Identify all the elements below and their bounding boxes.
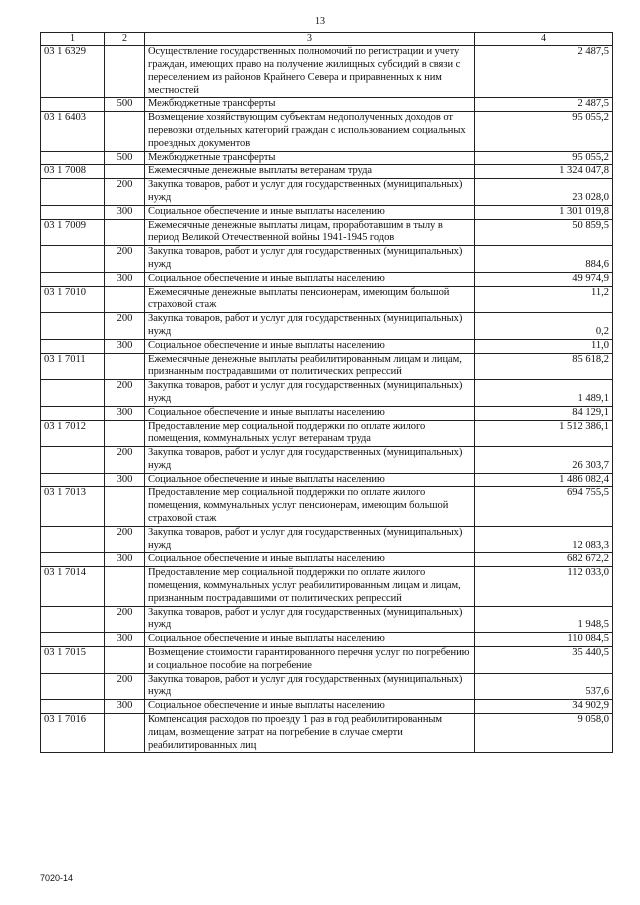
table-row-expense	[41, 272, 613, 286]
row-code	[41, 151, 105, 165]
row-name: Возмещение хозяйствующим субъектам недополученных доходов от перевозки отдельных категорий граждан с использованием социальных проездных документов	[145, 112, 475, 151]
row-name: Закупка товаров, работ и услуг для государственных (муниципальных) нужд	[145, 179, 475, 206]
row-name: Ежемесячные денежные выплаты ветеранам труда	[145, 165, 475, 179]
row-expense-type	[105, 420, 145, 447]
row-amount: 34 902,9	[475, 700, 613, 714]
table-row-expense	[41, 339, 613, 353]
row-expense-type	[105, 219, 145, 246]
row-code	[41, 526, 105, 553]
row-amount: 85 618,2	[475, 353, 613, 380]
row-amount: 1 324 047,8	[475, 165, 613, 179]
row-name: Закупка товаров, работ и услуг для государственных (муниципальных) нужд	[145, 246, 475, 273]
row-amount: 1 486 082,4	[475, 473, 613, 487]
row-amount: 50 859,5	[475, 219, 613, 246]
header-row	[41, 33, 613, 46]
row-amount: 112 033,0	[475, 567, 613, 606]
row-code: 03 1 7008	[41, 165, 105, 179]
row-expense-type: 300	[105, 272, 145, 286]
row-code	[41, 339, 105, 353]
row-amount: 1 512 386,1	[475, 420, 613, 447]
row-expense-type	[105, 165, 145, 179]
row-amount: 537,6	[475, 673, 613, 700]
row-expense-type	[105, 46, 145, 98]
table-row-expense	[41, 313, 613, 340]
table-row-expense	[41, 179, 613, 206]
table-row-expense	[41, 633, 613, 647]
row-name: Социальное обеспечение и иные выплаты населению	[145, 700, 475, 714]
footer-code: 7020-14	[40, 873, 74, 883]
table-row-expense	[41, 205, 613, 219]
row-name: Закупка товаров, работ и услуг для государственных (муниципальных) нужд	[145, 526, 475, 553]
table-row-expense	[41, 406, 613, 420]
row-name: Возмещение стоимости гарантированного перечня услуг по погребению и социальное пособие на погребение	[145, 647, 475, 674]
row-name: Компенсация расходов по проезду 1 раз в год реабилитированным лицам, возмещение затрат на погребение в случае смерти реабилитированных лиц	[145, 714, 475, 753]
table-row-expense	[41, 553, 613, 567]
row-name: Социальное обеспечение и иные выплаты населению	[145, 633, 475, 647]
row-amount: 11,2	[475, 286, 613, 313]
row-code: 03 1 7016	[41, 714, 105, 753]
row-amount: 35 440,5	[475, 647, 613, 674]
row-expense-type: 200	[105, 313, 145, 340]
row-code	[41, 447, 105, 474]
row-amount: 1 948,5	[475, 606, 613, 633]
row-name: Закупка товаров, работ и услуг для государственных (муниципальных) нужд	[145, 313, 475, 340]
table-row-expense	[41, 151, 613, 165]
row-code: 03 1 6403	[41, 112, 105, 151]
row-amount: 95 055,2	[475, 151, 613, 165]
row-name: Закупка товаров, работ и услуг для государственных (муниципальных) нужд	[145, 673, 475, 700]
row-code: 03 1 7015	[41, 647, 105, 674]
row-expense-type: 300	[105, 700, 145, 714]
row-name: Закупка товаров, работ и услуг для государственных (муниципальных) нужд	[145, 606, 475, 633]
header-col-1: 1	[41, 33, 105, 46]
row-name: Предоставление мер социальной поддержки по оплате жилого помещения, коммунальных услуг ветеранам труда	[145, 420, 475, 447]
row-code	[41, 553, 105, 567]
row-expense-type	[105, 714, 145, 753]
table-row-target	[41, 567, 613, 606]
row-amount: 884,6	[475, 246, 613, 273]
row-code	[41, 98, 105, 112]
row-expense-type: 500	[105, 98, 145, 112]
row-expense-type: 300	[105, 553, 145, 567]
row-code: 03 1 6329	[41, 46, 105, 98]
row-name: Закупка товаров, работ и услуг для государственных (муниципальных) нужд	[145, 447, 475, 474]
table-row-target	[41, 46, 613, 98]
row-name: Закупка товаров, работ и услуг для государственных (муниципальных) нужд	[145, 380, 475, 407]
row-code: 03 1 7014	[41, 567, 105, 606]
row-expense-type: 200	[105, 380, 145, 407]
table-row-expense	[41, 606, 613, 633]
row-code	[41, 673, 105, 700]
row-expense-type: 200	[105, 526, 145, 553]
row-amount: 23 028,0	[475, 179, 613, 206]
row-code	[41, 205, 105, 219]
row-code: 03 1 7012	[41, 420, 105, 447]
table-row-target	[41, 714, 613, 753]
row-expense-type: 300	[105, 473, 145, 487]
table-row-expense	[41, 473, 613, 487]
row-amount: 84 129,1	[475, 406, 613, 420]
row-expense-type	[105, 567, 145, 606]
row-amount: 110 084,5	[475, 633, 613, 647]
row-amount: 694 755,5	[475, 487, 613, 526]
row-amount: 26 303,7	[475, 447, 613, 474]
row-amount: 1 489,1	[475, 380, 613, 407]
row-amount: 49 974,9	[475, 272, 613, 286]
row-code	[41, 380, 105, 407]
row-name: Социальное обеспечение и иные выплаты населению	[145, 553, 475, 567]
row-code	[41, 700, 105, 714]
row-name: Ежемесячные денежные выплаты реабилитированным лицам и лицам, признанным пострадавшими от политических репрессий	[145, 353, 475, 380]
row-expense-type: 500	[105, 151, 145, 165]
row-name: Ежемесячные денежные выплаты пенсионерам, имеющим большой страховой стаж	[145, 286, 475, 313]
row-amount: 1 301 019,8	[475, 205, 613, 219]
row-name: Межбюджетные трансферты	[145, 151, 475, 165]
row-expense-type: 300	[105, 406, 145, 420]
row-expense-type: 300	[105, 205, 145, 219]
table-row-target	[41, 165, 613, 179]
row-name: Социальное обеспечение и иные выплаты населению	[145, 272, 475, 286]
row-expense-type	[105, 353, 145, 380]
row-expense-type: 300	[105, 633, 145, 647]
row-expense-type: 200	[105, 246, 145, 273]
row-amount: 9 058,0	[475, 714, 613, 753]
row-amount: 0,2	[475, 313, 613, 340]
row-expense-type: 200	[105, 606, 145, 633]
budget-table	[40, 32, 613, 753]
table-row-expense	[41, 700, 613, 714]
table-row-target	[41, 420, 613, 447]
row-name: Осуществление государственных полномочий по регистрации и учету граждан, имеющих право на получение жилищных субсидий в связи с переселением из районов Крайнего Севера и приравненных к ним местностей	[145, 46, 475, 98]
row-expense-type	[105, 286, 145, 313]
table-row-target	[41, 286, 613, 313]
row-expense-type: 200	[105, 447, 145, 474]
row-amount: 12 083,3	[475, 526, 613, 553]
row-amount: 2 487,5	[475, 98, 613, 112]
header-col-4: 4	[475, 33, 613, 46]
row-name: Ежемесячные денежные выплаты лицам, проработавшим в тылу в период Великой Отечественной войны 1941-1945 годов	[145, 219, 475, 246]
row-expense-type	[105, 487, 145, 526]
row-code	[41, 406, 105, 420]
row-amount: 2 487,5	[475, 46, 613, 98]
table-row-expense	[41, 380, 613, 407]
row-amount: 682 672,2	[475, 553, 613, 567]
row-name: Социальное обеспечение и иные выплаты населению	[145, 473, 475, 487]
row-amount: 95 055,2	[475, 112, 613, 151]
table-row-expense	[41, 98, 613, 112]
table-row-expense	[41, 526, 613, 553]
row-expense-type: 200	[105, 179, 145, 206]
row-code: 03 1 7013	[41, 487, 105, 526]
header-col-3: 3	[145, 33, 475, 46]
row-name: Социальное обеспечение и иные выплаты населению	[145, 406, 475, 420]
row-expense-type	[105, 647, 145, 674]
table-row-target	[41, 219, 613, 246]
row-name: Социальное обеспечение и иные выплаты населению	[145, 205, 475, 219]
row-expense-type: 300	[105, 339, 145, 353]
row-code: 03 1 7011	[41, 353, 105, 380]
row-expense-type: 200	[105, 673, 145, 700]
row-code	[41, 606, 105, 633]
table-row-target	[41, 112, 613, 151]
row-code	[41, 179, 105, 206]
row-name: Социальное обеспечение и иные выплаты населению	[145, 339, 475, 353]
row-code	[41, 633, 105, 647]
table-row-expense	[41, 673, 613, 700]
row-code: 03 1 7010	[41, 286, 105, 313]
row-code	[41, 473, 105, 487]
table-body	[41, 46, 613, 753]
table-row-expense	[41, 447, 613, 474]
row-name: Предоставление мер социальной поддержки по оплате жилого помещения, коммунальных услуг пенсионерам, имеющим большой страховой стаж	[145, 487, 475, 526]
table-row-expense	[41, 246, 613, 273]
row-code	[41, 272, 105, 286]
row-code: 03 1 7009	[41, 219, 105, 246]
row-expense-type	[105, 112, 145, 151]
table-row-target	[41, 353, 613, 380]
row-code	[41, 246, 105, 273]
row-amount: 11,0	[475, 339, 613, 353]
header-col-2: 2	[105, 33, 145, 46]
row-name: Предоставление мер социальной поддержки по оплате жилого помещения, коммунальных услуг реабилитированным лицам и лицам, признанным пострадавшими от политических репрессий	[145, 567, 475, 606]
row-name: Межбюджетные трансферты	[145, 98, 475, 112]
page-number: 13	[315, 16, 325, 27]
table-row-target	[41, 487, 613, 526]
table-row-target	[41, 647, 613, 674]
row-code	[41, 313, 105, 340]
